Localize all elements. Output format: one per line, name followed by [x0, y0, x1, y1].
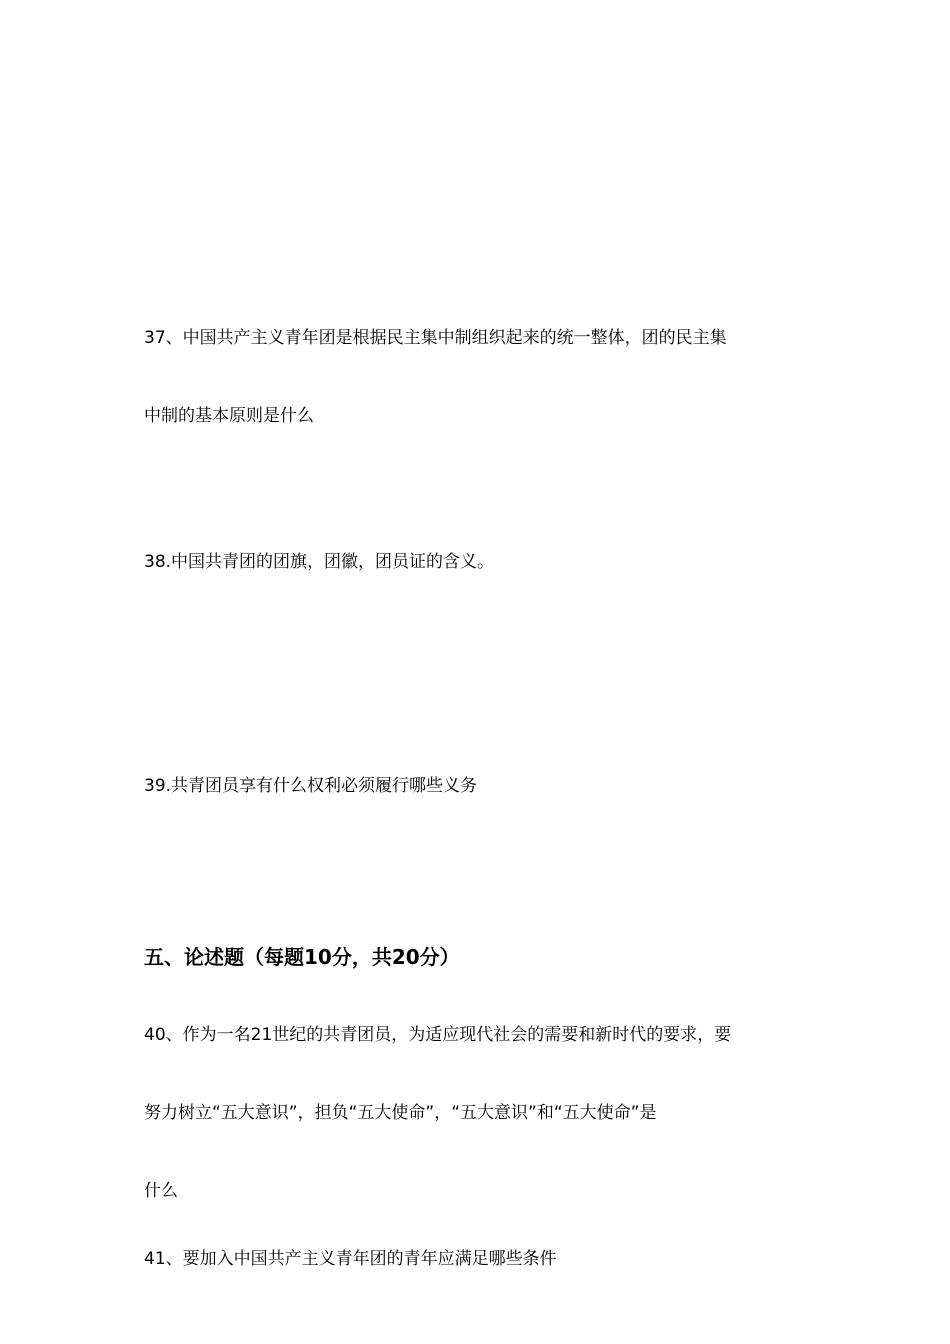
question-41: [144, 1194, 814, 1324]
question-39-line-1: 39.共青团员享有什么权利必须履行哪些义务: [144, 776, 478, 796]
question-41-line-1: 41、要加入中国共产主义青年团的青年应满足哪些条件: [144, 1249, 557, 1269]
question-37-line-2: 中制的基本原则是什么: [144, 406, 314, 426]
question-40-line-3: 什么: [144, 1181, 178, 1201]
section-5-heading: 五、论述题（每题10分，共20分）: [144, 945, 460, 969]
question-39: [144, 721, 814, 851]
question-38: [144, 497, 814, 627]
question-37: [144, 273, 814, 481]
question-40-line-1: 40、作为一名21世纪的共青团员，为适应现代社会的需要和新时代的要求，要: [144, 1025, 732, 1045]
question-37-line-1: 37、中国共产主义青年团是根据民主集中制组织起来的统一整体，团的民主集: [144, 328, 727, 348]
question-38-line-1: 38.中国共青团的团旗，团徽，团员证的含义。: [144, 552, 495, 572]
question-40-line-2: 努力树立“五大意识”，担负“五大使命”，“五大意识”和“五大使命”是: [144, 1103, 657, 1123]
